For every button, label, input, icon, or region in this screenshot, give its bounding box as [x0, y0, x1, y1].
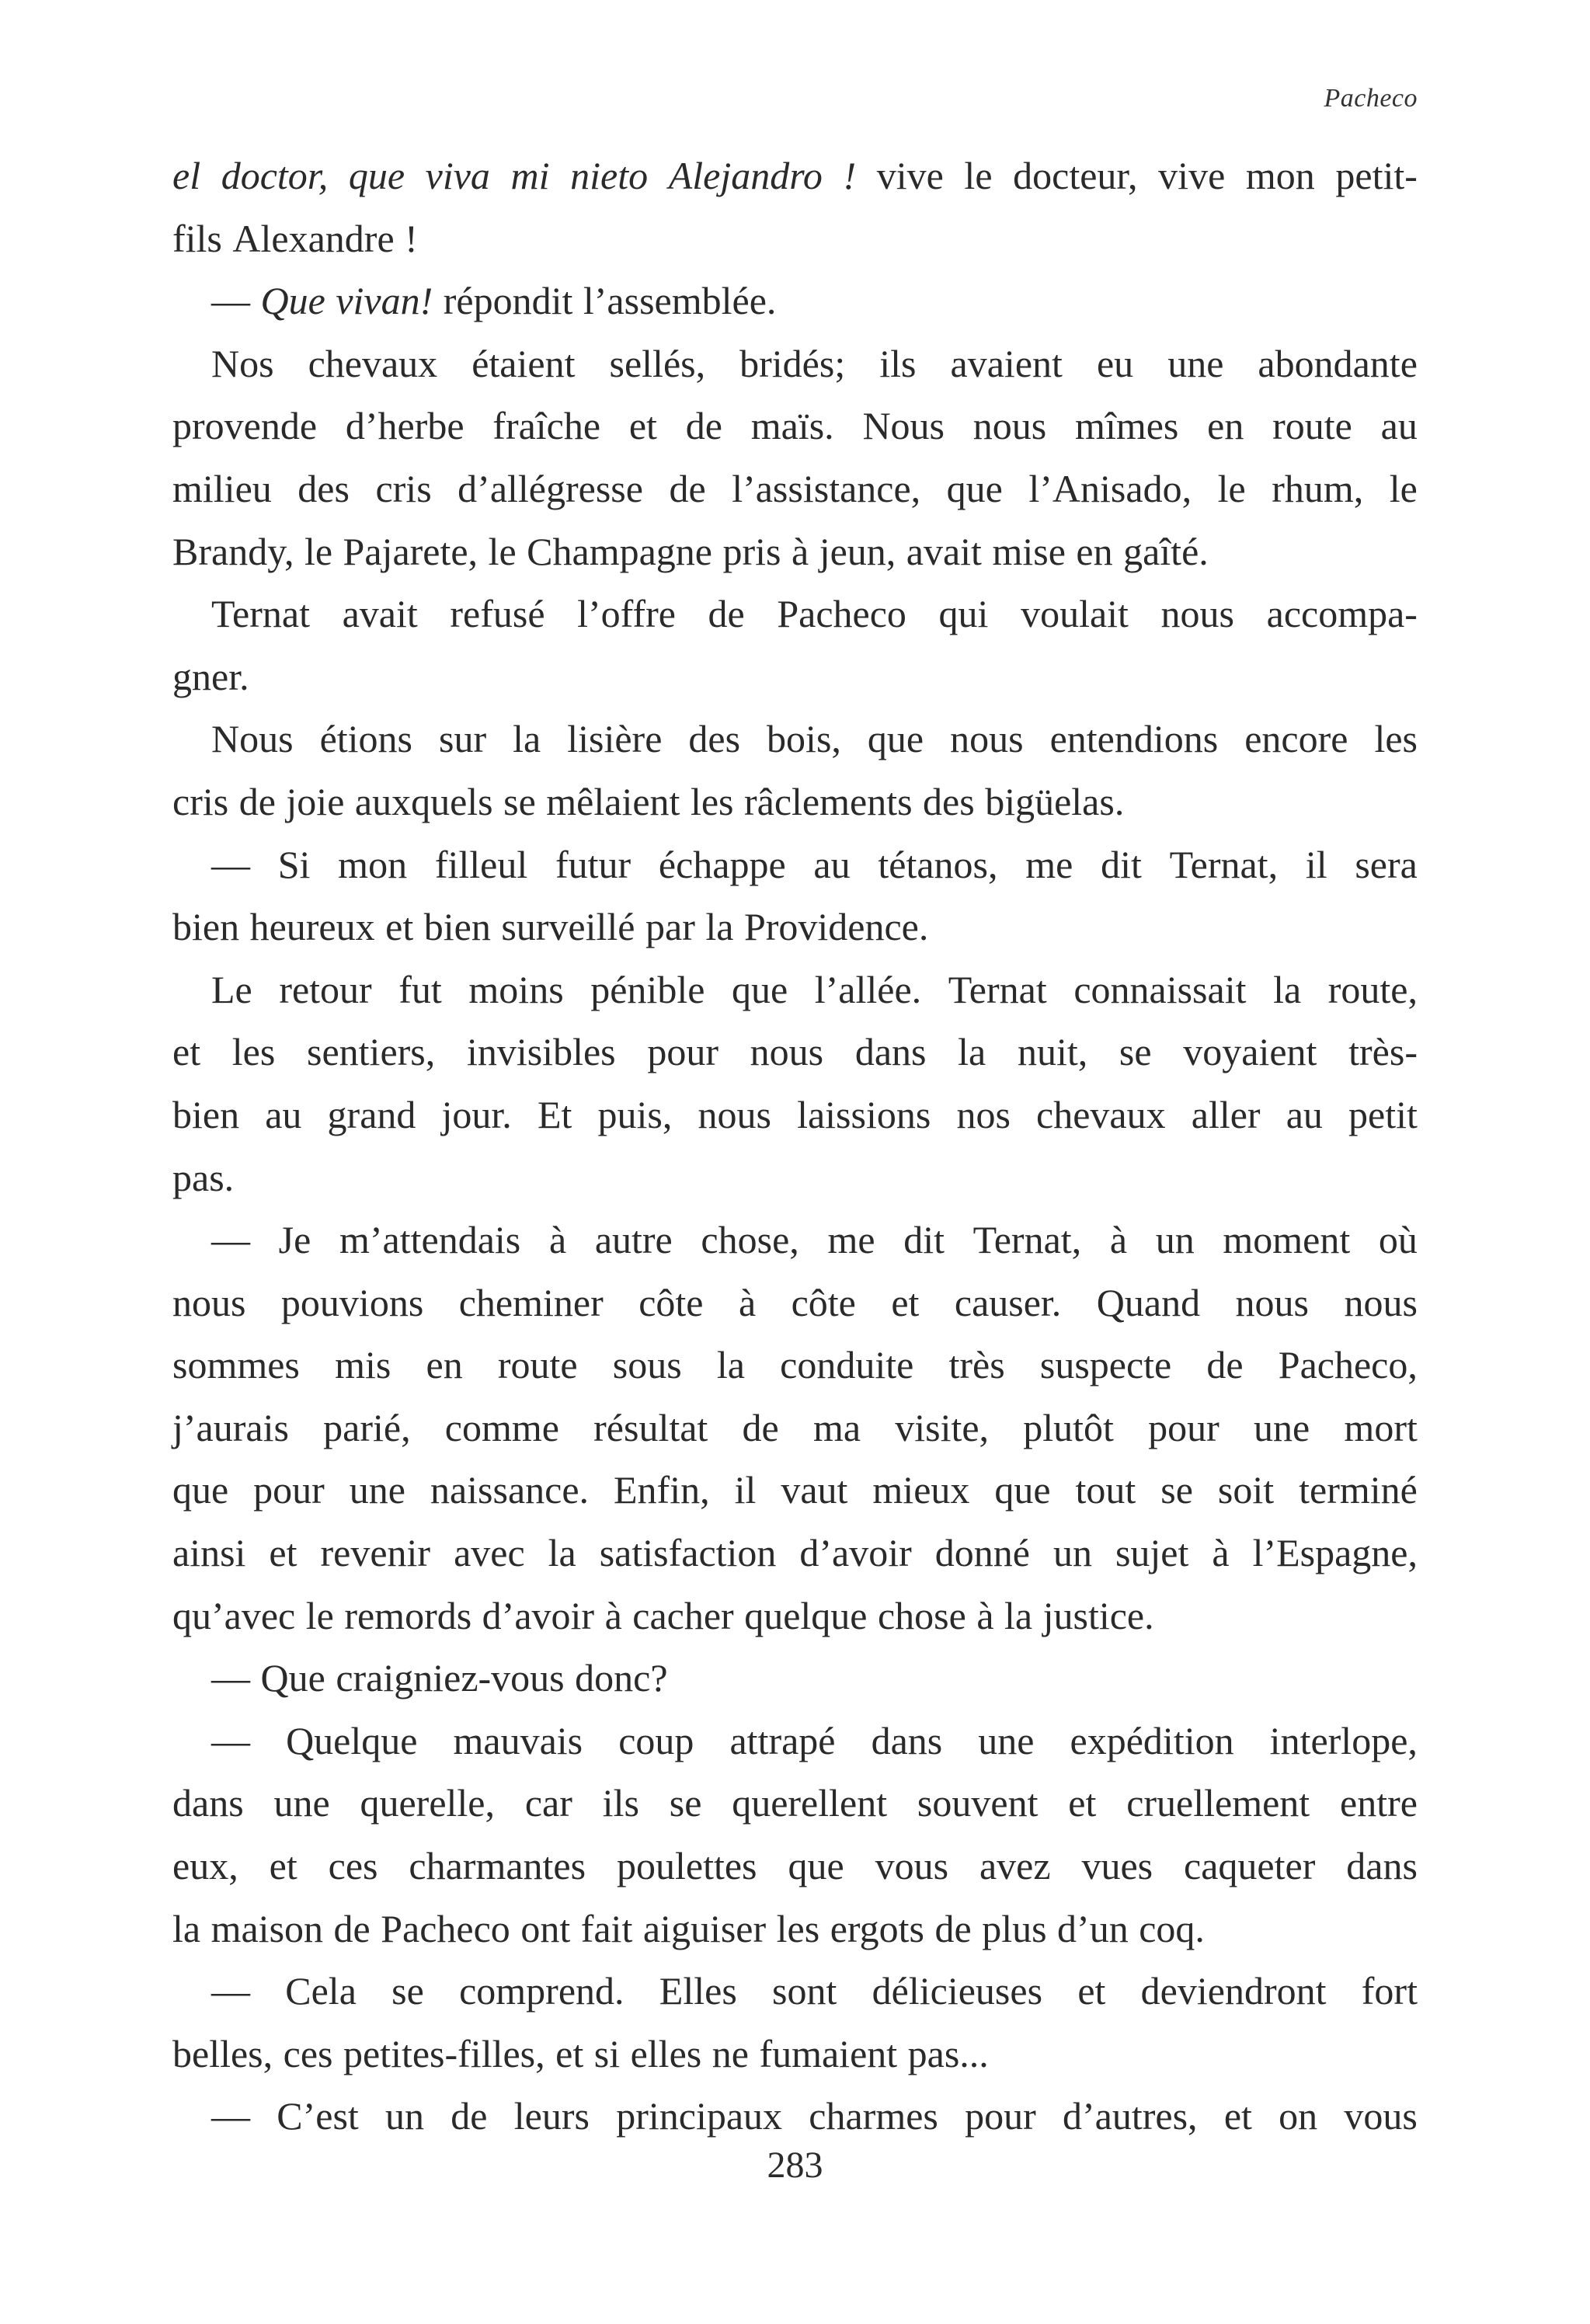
text-line: la maison de Pacheco ont fait aiguiser les ergots de plus d’un coq.: [172, 1906, 1205, 1950]
text-line: — Si mon filleul futur échappe au tétanos, me dit Ternat, il sera: [211, 842, 1418, 886]
text-line: Brandy, le Pajarete, le Champagne pris à jeun, avait mise en gaîté.: [172, 529, 1209, 573]
text-line: cris de joie auxquels se mêlaient les râclements des bigüelas.: [172, 779, 1125, 823]
text-line: que pour une naissance. Enfin, il vaut mieux que tout se soit terminé: [172, 1468, 1418, 1512]
text-line: j’aurais parié, comme résultat de ma visite, plutôt pour une mort: [172, 1405, 1418, 1449]
text-line: — Je m’attendais à autre chose, me dit Ternat, à un moment où: [211, 1218, 1418, 1262]
text-line: dans une querelle, car ils se querellent souvent et cruellement entre: [172, 1781, 1418, 1825]
text-line: nous pouvions cheminer côte à côte et causer. Quand nous nous: [172, 1280, 1418, 1324]
text-line: — C’est un de leurs principaux charmes pour d’autres, et on vous: [211, 2094, 1418, 2138]
text-line: el doctor, que viva mi nieto Alejandro ! vive le docteur, vive mon petit-: [172, 154, 1418, 197]
text-line: qu’avec le remords d’avoir à cacher quelque chose à la justice.: [172, 1593, 1154, 1637]
text-line: sommes mis en route sous la conduite très suspecte de Pacheco,: [172, 1343, 1418, 1387]
text-line: bien au grand jour. Et puis, nous laissions nos chevaux aller au petit: [172, 1092, 1418, 1136]
running-head: Pacheco: [1324, 84, 1418, 113]
text-line: provende d’herbe fraîche et de maïs. Nous nous mîmes en route au: [172, 404, 1418, 448]
text-line: eux, et ces charmantes poulettes que vous avez vues caqueter dans: [172, 1844, 1418, 1888]
text-line: Le retour fut moins pénible que l’allée. Ternat connaissait la route,: [211, 967, 1418, 1011]
text-line: — Que vivan! répondit l’assemblée.: [211, 279, 777, 323]
text-line: — Quelque mauvais coup attrapé dans une expédition interlope,: [211, 1718, 1418, 1762]
text-line: — Cela se comprend. Elles sont délicieuses et deviendront fort: [211, 1969, 1418, 2013]
text-line: Ternat avait refusé l’offre de Pacheco qui voulait nous accompa-: [211, 592, 1418, 636]
body-text: [172, 144, 1418, 2148]
text-line: Nous étions sur la lisière des bois, que nous entendions encore les: [211, 717, 1418, 761]
text-line: milieu des cris d’allégresse de l’assistance, que l’Anisado, le rhum, le: [172, 466, 1418, 510]
text-line: ainsi et revenir avec la satisfaction d’avoir donné un sujet à l’Espagne,: [172, 1531, 1418, 1575]
text-line: Nos chevaux étaient sellés, bridés; ils avaient eu une abondante: [211, 341, 1418, 385]
text-line: gner.: [172, 654, 249, 698]
text-line: bien heureux et bien surveillé par la Providence.: [172, 905, 929, 949]
text-line: pas.: [172, 1155, 235, 1199]
text-line: et les sentiers, invisibles pour nous dans la nuit, se voyaient très-: [172, 1030, 1418, 1074]
page-number: 283: [767, 2145, 823, 2186]
text-line: — Que craigniez-vous donc?: [211, 1656, 668, 1700]
text-line: fils Alexandre !: [172, 216, 418, 260]
text-line: belles, ces petites-filles, et si elles ne fumaient pas...: [172, 2031, 989, 2075]
